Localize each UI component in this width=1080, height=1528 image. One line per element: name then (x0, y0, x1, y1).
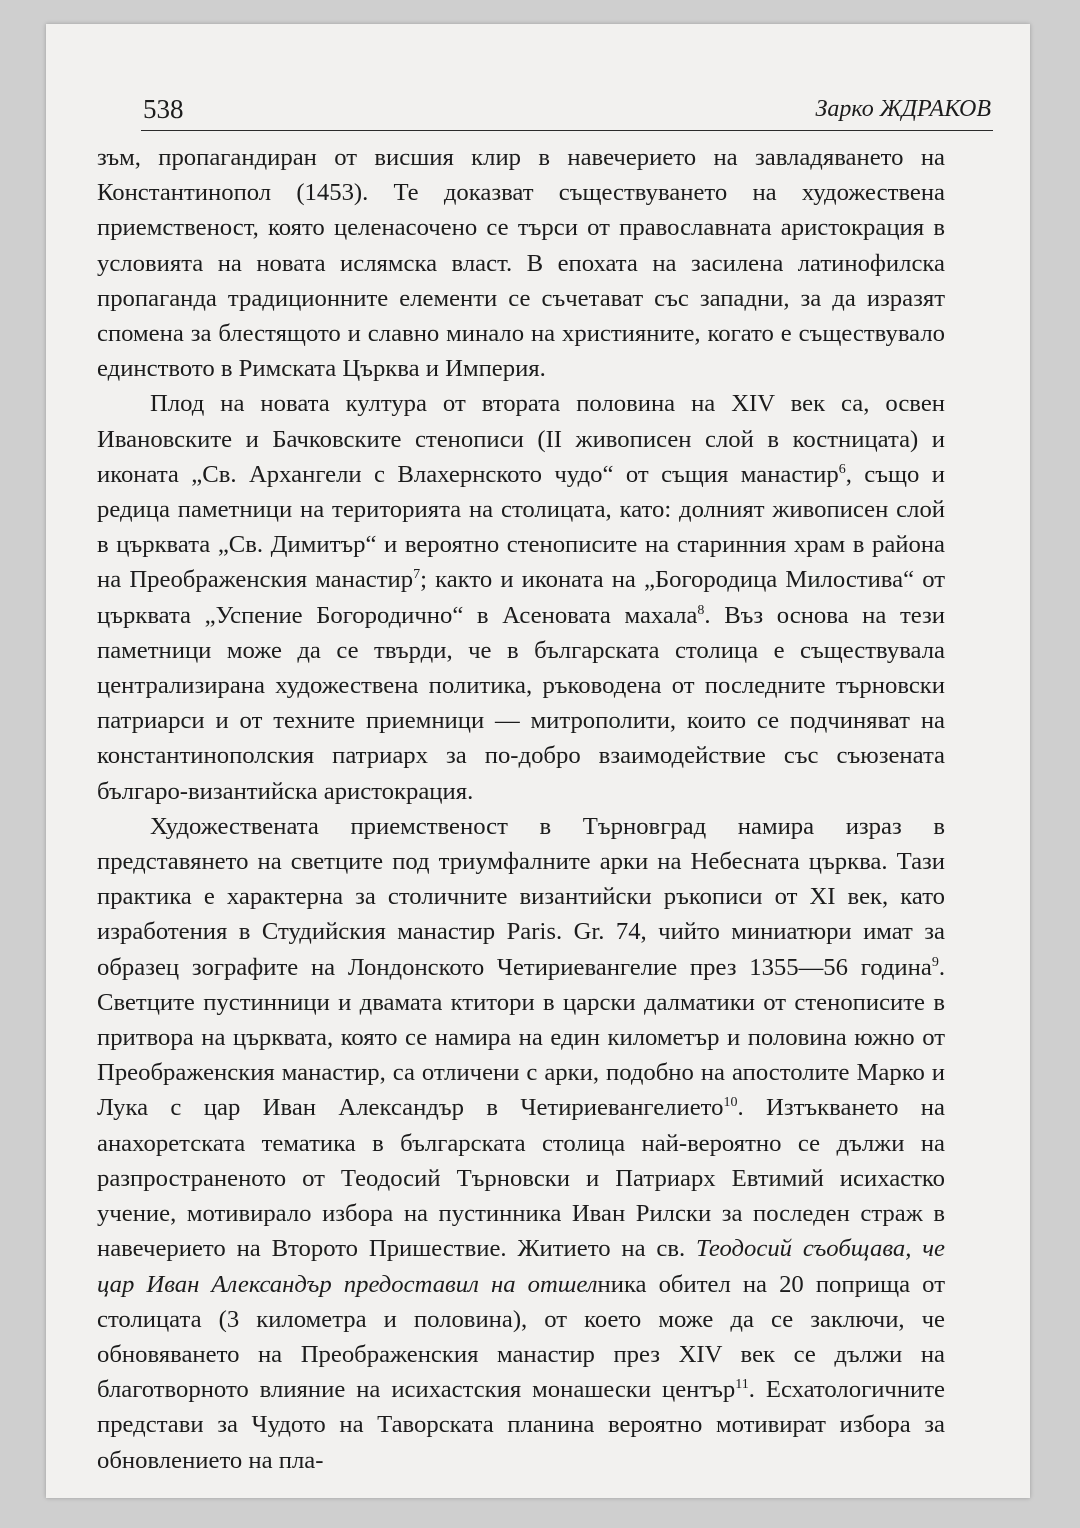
text-segment: зъм, пропагандиран от висшия клир в навечерието на завладяването на Константинопол (1453). Те доказват съществуването на художествена приемственост, която целенасочено се търси от православната аристокрация в условията на новата ислямска власт. В епохата на засилена латинофилска пропаганда традиционните елементи се съчетават със западни, за да изразят спомена за блестящото и славно минало на християните, когато е съществувало единството в Римската Църква и Империя. (97, 144, 945, 383)
footnote-ref-8: 8 (697, 602, 705, 618)
text-segment: . Есхатологичните представи за Чудото на Таворската планина вероятно мотивират избора за обновлението на пла- (97, 1376, 945, 1474)
body-text (97, 140, 945, 1478)
italic-text-segment: Теодосий съобщава, че цар Иван Александър предоставил на отшел (97, 1235, 945, 1298)
footnote-ref-9: 9 (931, 954, 939, 970)
page-number: 538 (143, 94, 184, 124)
footnote-ref-7: 7 (413, 567, 421, 583)
paragraph-3 (97, 809, 945, 1478)
paragraph-1 (97, 140, 945, 386)
footnote-ref-10: 10 (723, 1095, 738, 1111)
footnote-ref-11: 11 (735, 1376, 749, 1392)
text-segment: ; както и иконата на „Богородица Милостива“ от църквата „Успение Богородично“ в Асеновата махала (97, 566, 945, 629)
page-header (141, 86, 993, 131)
text-segment: Плод на новата култура от втората половина на XIV век са, освен Ивановските и Бачковските стенописи (II живописен слой в костницата) и иконата „Св. Архангели с Влахернското чудо“ от същия манастир (97, 390, 945, 488)
text-segment: . Светците пустинници и двамата ктитори в царски далматики от стенописите в притвора на църквата, която се намира на един километър и половина южно от Преображенския манастир, са отличени с арки, подобно на апостолите Марко и Лука с цар Иван Александър в Четириевангелието (97, 953, 945, 1122)
text-segment: . Въз основа на тези паметници може да се твърди, че в българската столица е съществувала централизирана художествена политика, ръководена от последните търновски патриарси и от техните приемници — митрополити, които се подчиняват на константинополския патриарх за по-добро взаимодействие със съюзената българо-византийска аристокрация. (97, 601, 945, 805)
text-segment: Художествената приемственост в Търновград намира израз в представянето на светците под триумфалните арки на Небесната църква. Тази практика е характерна за столичните византийски ръкописи от XI век, като изработения в Студийския манастир Paris. Gr. 74, чийто миниатюри имат за образец зографите на Лондонското Четириевангелие през 1355—56 година (97, 812, 945, 981)
footnote-ref-6: 6 (838, 461, 846, 477)
text-segment: , също и редица паметници на територията на столицата, като: долният живописен слой в църквата „Св. Димитър“ и вероятно стенописите на старинния храм в района на Преображенския манастир (97, 460, 945, 594)
text-segment: ника обител на 20 поприща от столицата (3 километра и половина), от което може да се заключи, че обновяването на Преображенския манастир през XIV век се дължи на благотворното влияние на исихастския монашески център (97, 1270, 945, 1404)
text-segment: . Изтъкването на анахоретската тематика в българската столица най-вероятно се дължи на разпространеното от Теодосий Търновски и Патриарх Евтимий исихастко учение, мотивирало избора на пустинника Иван Рилски за последен страж в навечерието на Второто Пришествие. Житието на св. (97, 1094, 945, 1263)
paragraph-2 (97, 386, 945, 808)
running-head-author: Зарко ЖДРАКОВ (815, 96, 991, 122)
